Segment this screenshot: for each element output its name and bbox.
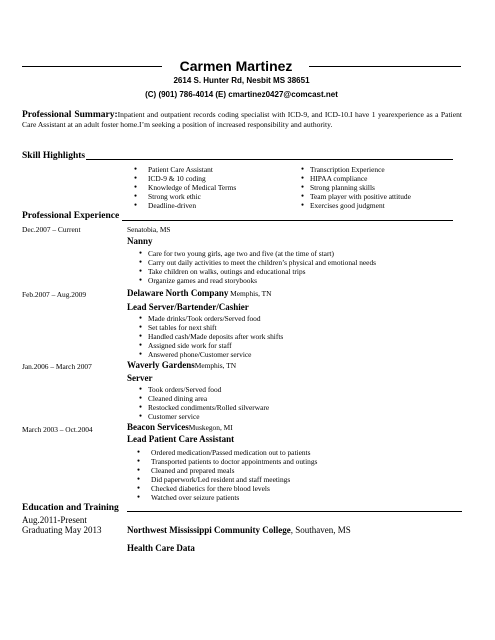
list-item: ● Strong planning skills xyxy=(301,184,411,193)
summary-label: Professional Summary: xyxy=(22,110,118,120)
list-item: ● Set tables for next shift xyxy=(139,324,283,333)
list-item: ● Made drinks/Took orders/Served food xyxy=(139,315,283,324)
employer-name: Waverly Gardens xyxy=(127,360,195,370)
list-item: ● Deadline-driven xyxy=(134,202,236,211)
job-employer xyxy=(127,360,236,370)
list-item: ● Knowledge of Medical Terms xyxy=(134,184,236,193)
employer-name: Beacon Services xyxy=(127,422,189,432)
job-title: Nanny xyxy=(127,236,153,246)
address-line: 2614 S. Hunter Rd, Nesbit MS 38651 xyxy=(173,76,310,85)
list-item: ● Exercises good judgment xyxy=(301,202,411,211)
skills-right-list xyxy=(301,166,411,211)
list-item: ● HIPAA compliance xyxy=(301,175,411,184)
skills-left-list xyxy=(134,166,236,211)
list-item: ● Strong work ethic xyxy=(134,193,236,202)
professional-summary xyxy=(22,110,462,129)
job-title: Server xyxy=(127,373,153,383)
list-item: ● Take children on walks, outings and educational trips xyxy=(139,268,376,277)
education-school xyxy=(127,525,351,535)
job-dates: Feb.2007 – Aug.2009 xyxy=(22,290,87,299)
education-heading: Education and Training xyxy=(22,503,119,513)
job-title: Lead Server/Bartender/Cashier xyxy=(127,302,249,312)
list-item: ● Patient Care Assistant xyxy=(134,166,236,175)
list-item: ● ICD-9 & 10 coding xyxy=(134,175,236,184)
applicant-name: Carmen Martinez xyxy=(179,58,293,74)
list-item: ● Did paperwork/Led resident and staff meetings xyxy=(137,476,317,485)
header-rule-left xyxy=(22,66,162,67)
employer-location: Memphis, TN xyxy=(194,361,237,370)
job-employer xyxy=(127,288,272,298)
list-item: ● Restocked condiments/Rolled silverware xyxy=(139,404,269,413)
list-item: ● Cleaned and prepared meals xyxy=(137,467,317,476)
list-item: ● Carry out daily activities to meet the children’s physical and emotional needs xyxy=(139,259,376,268)
list-item: ● Customer service xyxy=(139,413,269,422)
employer-location: Memphis, TN xyxy=(228,289,272,298)
list-item: ● Assigned side work for staff xyxy=(139,342,283,351)
employer-location: Muskegon, MI xyxy=(188,423,233,432)
list-item: ● Team player with positive attitude xyxy=(301,193,411,202)
job-title: Lead Patient Care Assistant xyxy=(127,434,235,444)
education-date-end: Graduating May 2013 xyxy=(22,525,102,535)
list-item: ● Ordered medication/Passed medication out to patients xyxy=(137,449,317,458)
experience-heading: Professional Experience xyxy=(22,211,120,221)
job-bullets xyxy=(139,250,376,286)
job-dates: March 2003 – Oct.2004 xyxy=(22,425,93,434)
list-item: ● Handled cash/Made deposits after work shifts xyxy=(139,333,283,342)
list-item: ● Checked diabetics for there blood levels xyxy=(137,485,317,494)
education-rule xyxy=(127,511,462,512)
job-dates: Dec.2007 – Current xyxy=(22,225,81,234)
school-location: , Southaven, MS xyxy=(290,525,351,535)
list-item: ● Transported patients to doctor appointments and outings xyxy=(137,458,317,467)
job-employer: Senatobia, MS xyxy=(127,225,171,234)
job-bullets xyxy=(139,315,283,360)
list-item: ● Answered phone/Customer service xyxy=(139,351,283,360)
education-date-start: Aug.2011-Present xyxy=(22,515,87,525)
list-item: ● Took orders/Served food xyxy=(139,386,269,395)
summary-text: Inpatient and outpatient records coding specialist with ICD-9, and ICD-10.I have 1 yearexperience as a Patient Care Assistant at an adult foster home.I’m seeking a position of increased responsibility and authority. xyxy=(22,110,462,130)
school-name: Northwest Mississippi Community College xyxy=(127,525,291,535)
employer-name: Delaware North Company xyxy=(127,288,229,298)
skills-rule xyxy=(86,159,453,160)
list-item: ● Cleaned dining area xyxy=(139,395,269,404)
list-item: ● Organize games and read storybooks xyxy=(139,277,376,286)
header-rule-right xyxy=(309,66,461,67)
experience-rule xyxy=(122,220,453,221)
education-program: Health Care Data xyxy=(127,543,195,553)
contact-line: (C) (901) 786-4014 (E) cmartinez0427@comcast.net xyxy=(145,90,338,99)
job-employer xyxy=(127,422,233,432)
list-item: ● Care for two young girls, age two and five (at the time of start) xyxy=(139,250,376,259)
job-bullets xyxy=(137,449,317,502)
job-bullets xyxy=(139,386,269,422)
list-item: ● Watched over seizure patients xyxy=(137,494,317,503)
skills-heading: Skill Highlights xyxy=(22,151,86,161)
job-dates: Jan.2006 – March 2007 xyxy=(22,362,92,371)
list-item: ● Transcription Experience xyxy=(301,166,411,175)
